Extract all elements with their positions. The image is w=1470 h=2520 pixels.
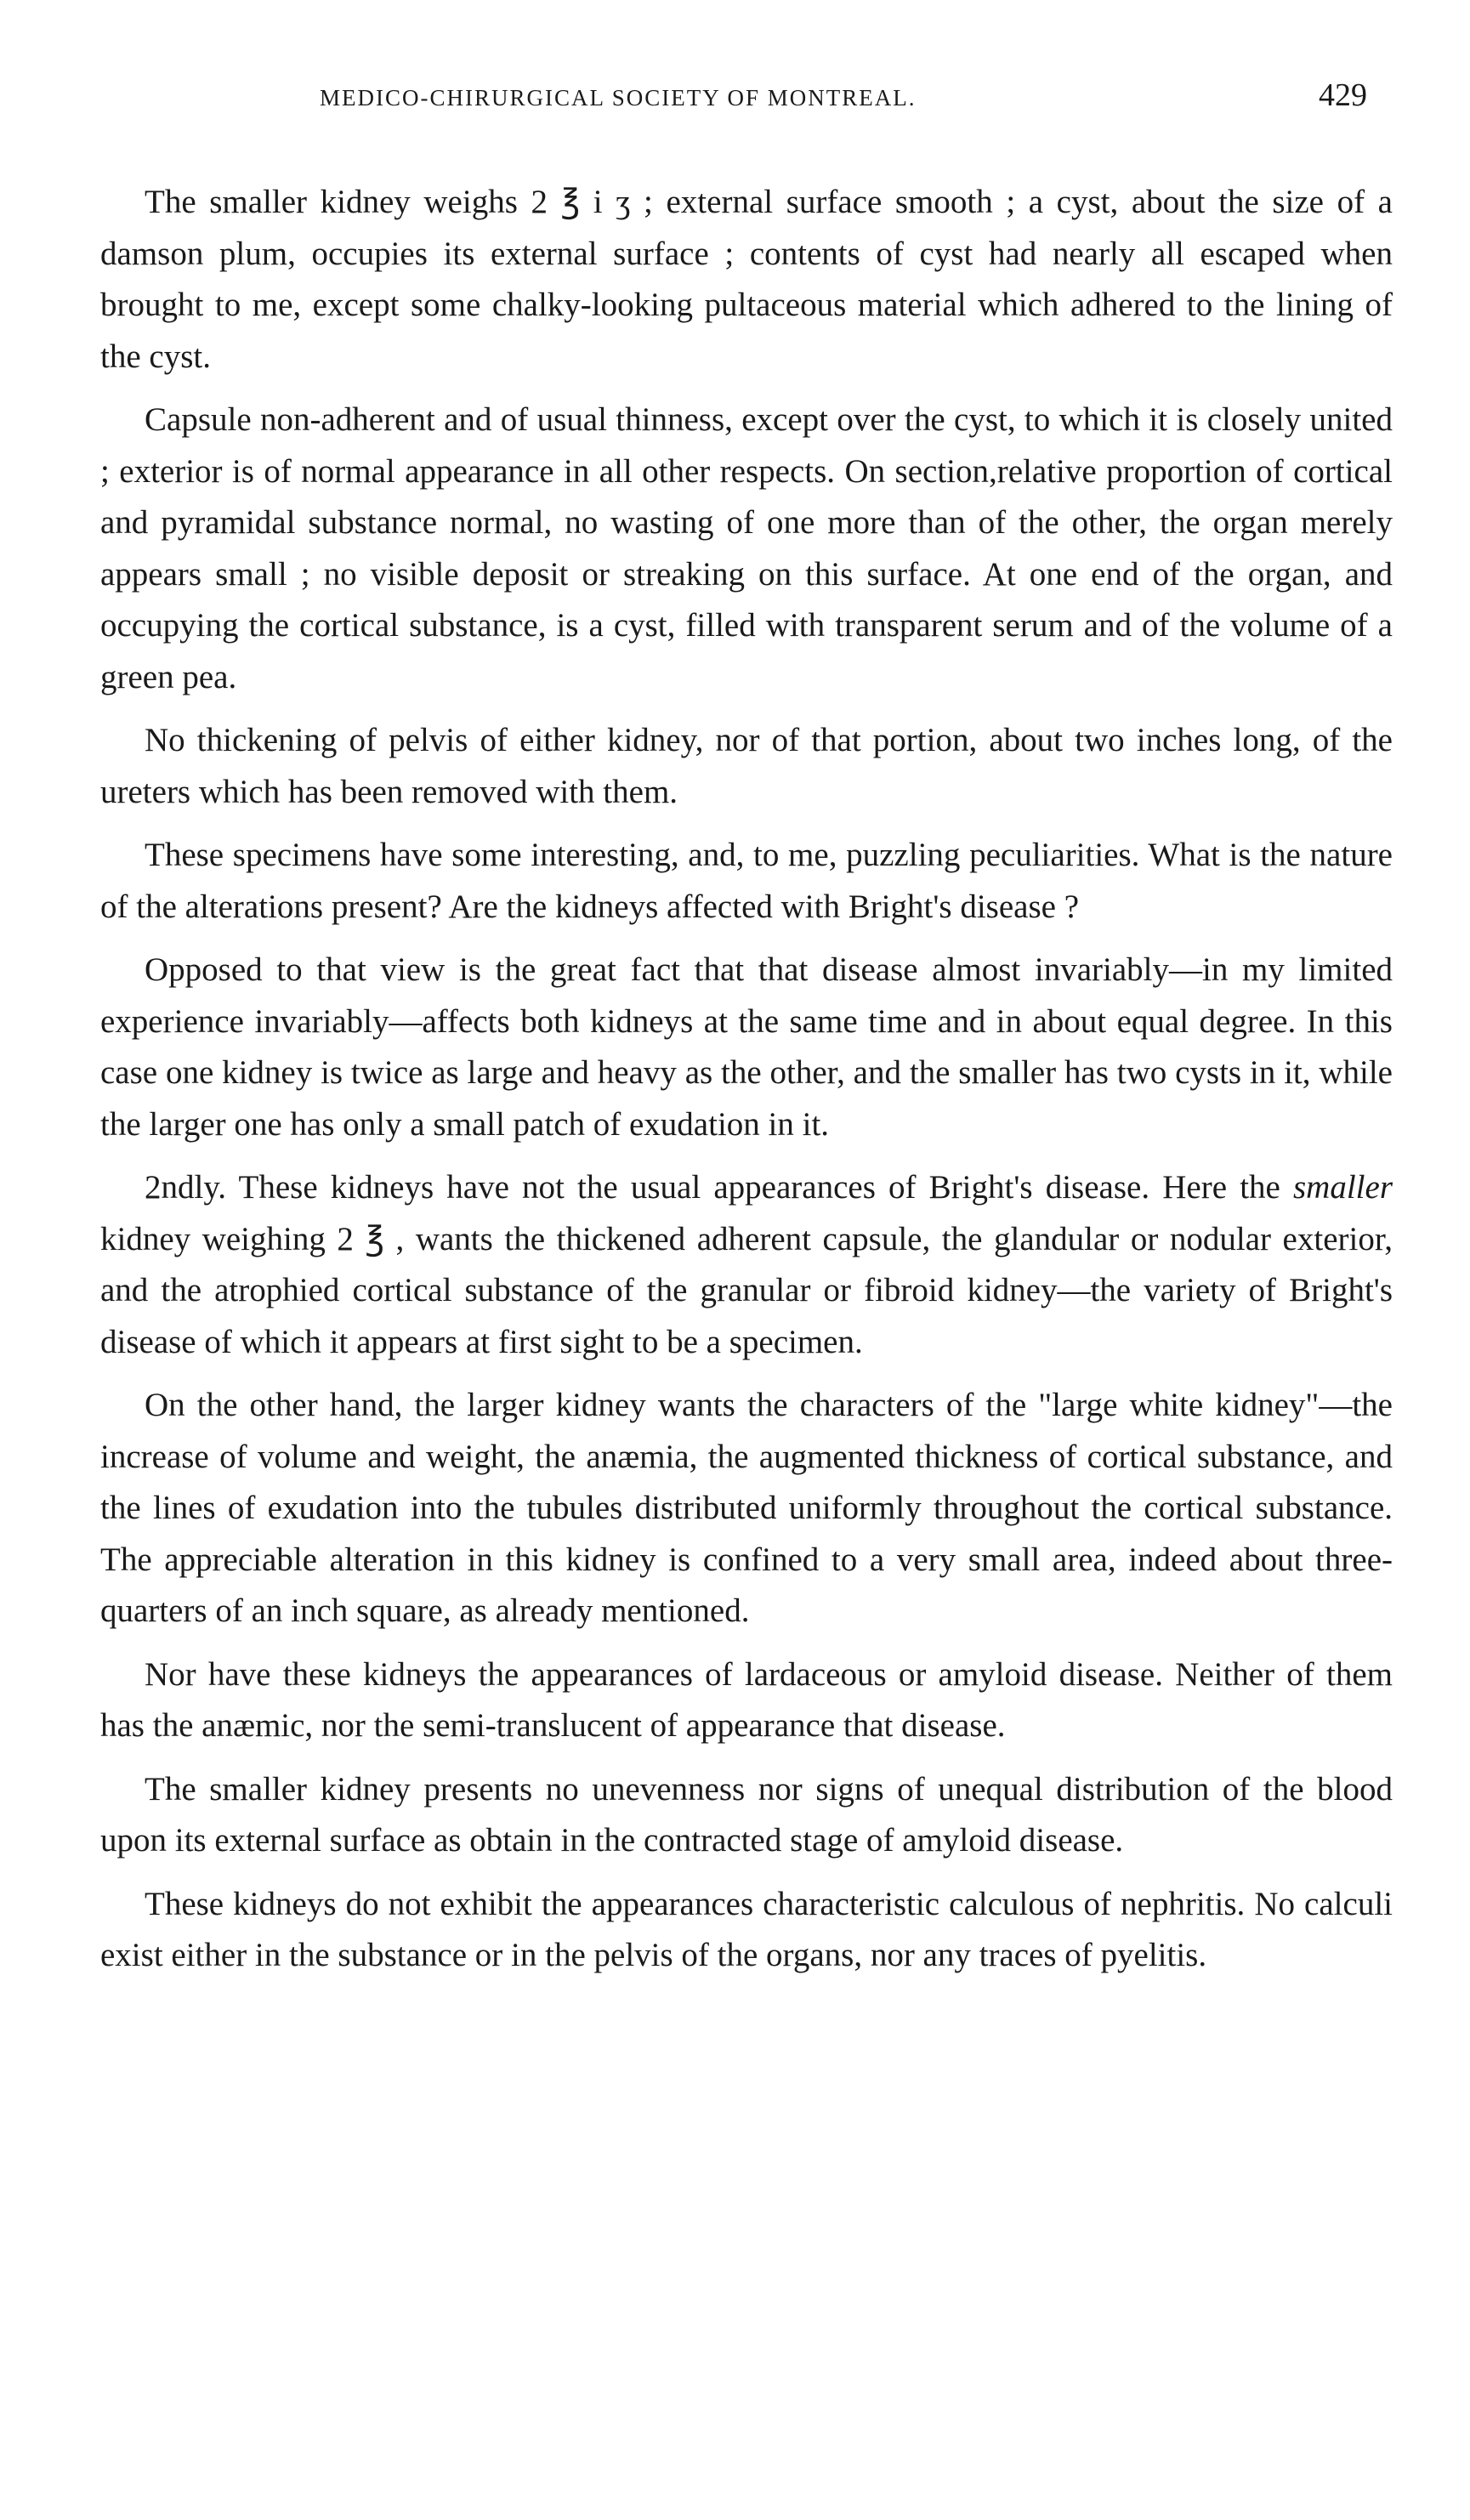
- paragraph-small-kidney-description: The smaller kidney weighs 2 ℥ i ʒ ; external surface smooth ; a cyst, about the size of a damson plum, occupies its external surface ; contents of cyst had nearly all escaped when brought to me, except some chalky-looking pultaceous material which adhered to the lining of the cyst.: [100, 184, 1393, 375]
- paragraph-secondly-after: kidney weighing 2 ℥ , wants the thickened adherent capsule, the glandular or nodular exterior, and the atrophied cortical substance of the granular or fibroid kidney—the variety of Bright's disease of which it appears at first sight to be a specimen.: [100, 1220, 1393, 1360]
- page-number: 429: [1319, 77, 1367, 113]
- paragraph-secondly: [100, 1162, 1393, 1368]
- emphasis-smaller: smaller: [1293, 1169, 1393, 1206]
- paragraph-peculiarities-question: These specimens have some interesting, and, to me, puzzling peculiarities. What is the nature of the alterations present? Are the kidneys affected with Bright's disease ?: [100, 837, 1393, 925]
- paragraph-amyloid-disease: Nor have these kidneys the appearances of lardaceous or amyloid disease. Neither of them has the anæmic, nor the semi-translucent of appearance that disease.: [100, 1655, 1393, 1744]
- paragraph-opposed-view: Opposed to that view is the great fact that that disease almost invariably—in my limited experience invariably—affects both kidneys at the same time and in about equal degree. In this case one kidney is twice as large and heavy as the other, and the smaller has two cysts in it, while the larger one has only a small patch of exudation in it.: [100, 951, 1393, 1143]
- document-page: [100, 77, 1393, 1994]
- paragraph-pelvis-ureters: No thickening of pelvis of either kidney, nor of that portion, about two inches long, of the ureters which has been removed with them.: [100, 722, 1393, 810]
- paragraph-calculous-nephritis: These kidneys do not exhibit the appearances characteristic calculous of nephritis. No calculi exist either in the substance or in the pelvis of the organs, nor any traces of pyelitis.: [100, 1885, 1393, 1973]
- paragraph-smaller-kidney-surface: The smaller kidney presents no unevenness nor signs of unequal distribution of the blood upon its external surface as obtain in the contracted stage of amyloid disease.: [100, 1770, 1393, 1859]
- running-head: [100, 77, 1393, 128]
- paragraph-larger-kidney: On the other hand, the larger kidney wants the characters of the "large white kidney"—the increase of volume and weight, the anæmia, the augmented thickness of cortical substance, and the lines of exudation into the tubules distributed uniformly throughout the cortical substance. The appreciable alteration in this kidney is confined to a very small area, indeed about three-quarters of an inch square, as already mentioned.: [100, 1387, 1393, 1629]
- paragraph-secondly-before: 2ndly. These kidneys have not the usual appearances of Bright's disease. Here the: [145, 1169, 1293, 1206]
- running-title: MEDICO-CHIRURGICAL SOCIETY OF MONTREAL.: [320, 85, 917, 111]
- paragraph-capsule-section: Capsule non-adherent and of usual thinness, except over the cyst, to which it is closely united ; exterior is of normal appearance in all other respects. On section,relative proportion of cortical and pyramidal substance normal, no wasting of one more than of the other, the organ merely appears small ; no visible deposit or streaking on this surface. At one end of the organ, and occupying the cortical substance, is a cyst, filled with transparent serum and of the volume of a green pea.: [100, 401, 1393, 695]
- body-text: [100, 177, 1393, 1982]
